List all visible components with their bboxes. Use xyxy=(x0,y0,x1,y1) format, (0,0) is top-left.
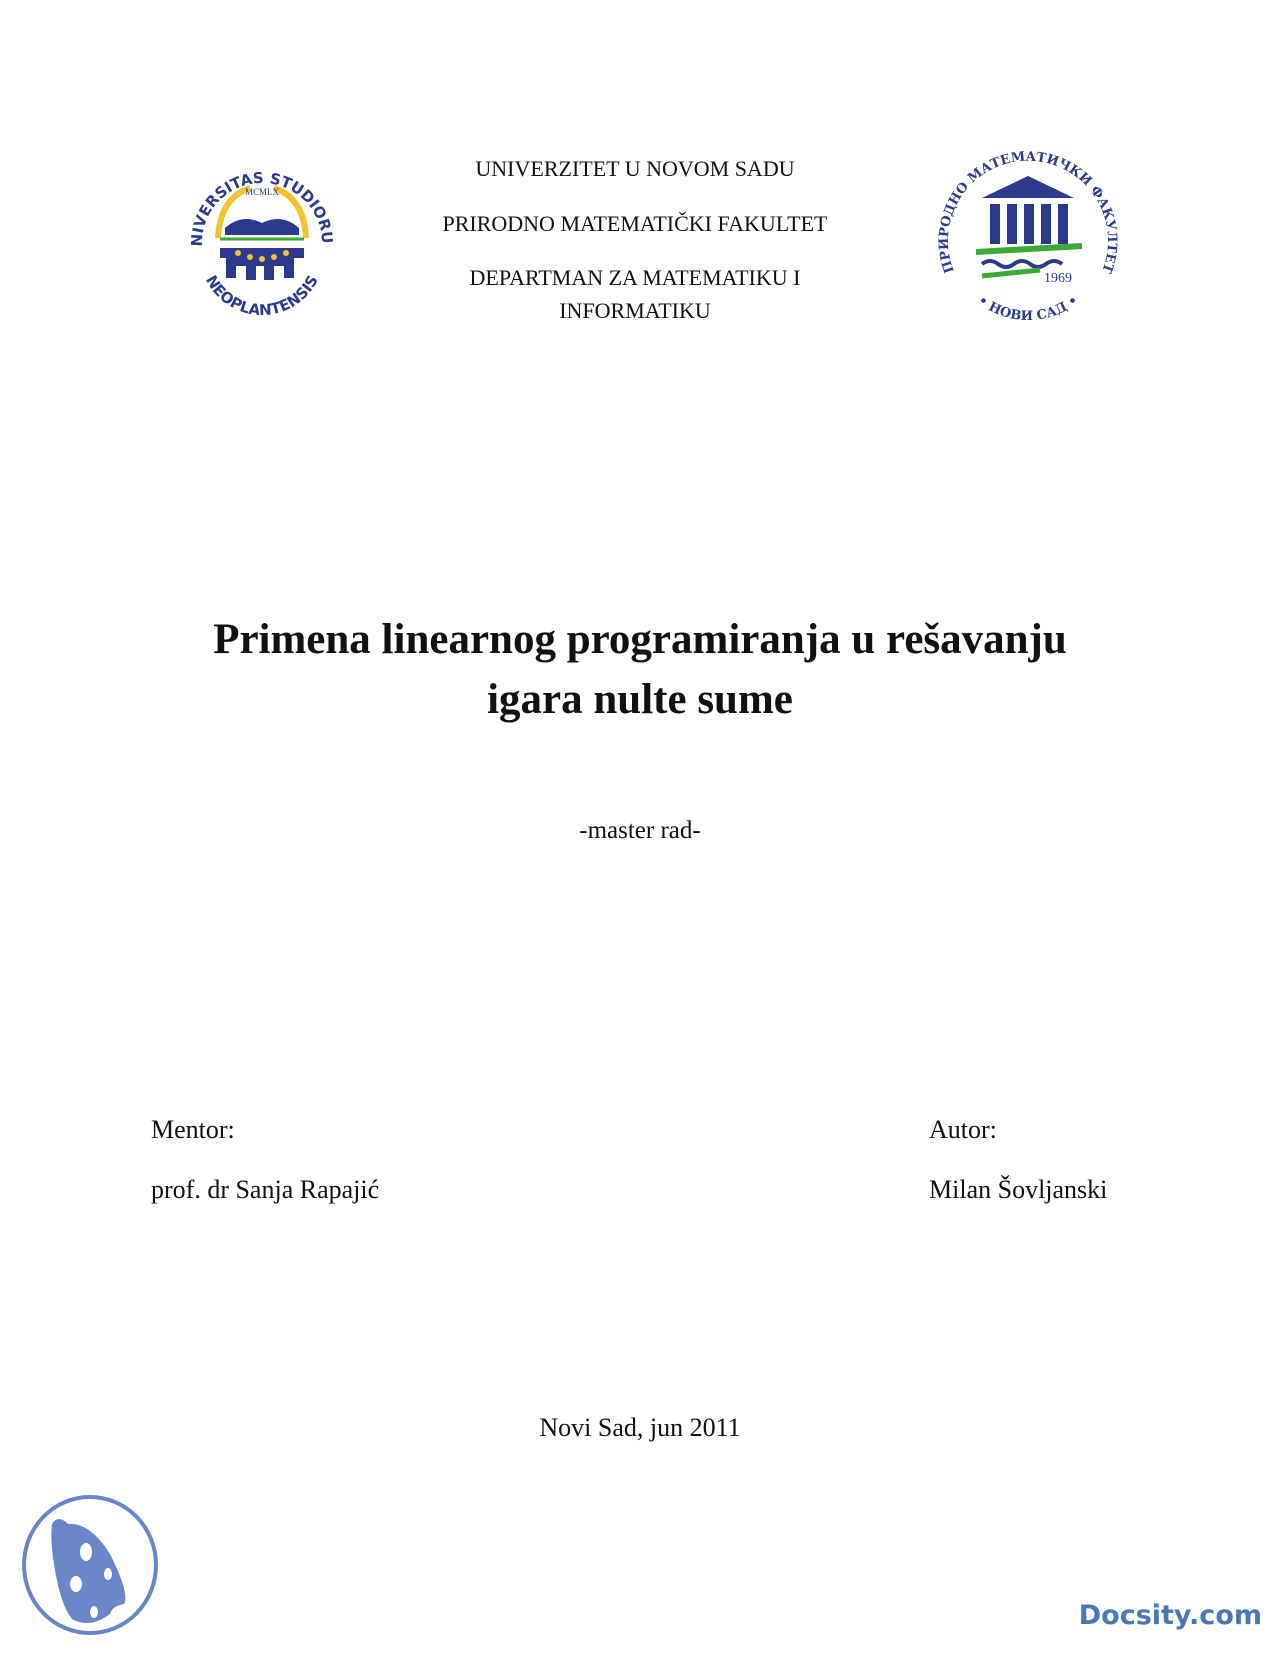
svg-text:UNIVERSITAS STUDIORUM: NIVERSITAS STUDIORU xyxy=(187,168,337,247)
svg-text:ПРИРОДНО МАТЕМАТИЧКИ ФАКУЛТЕТ: ПРИРОДНО МАТЕМАТИЧКИ ФАКУЛТЕТ xyxy=(936,149,1120,275)
svg-text:1969: 1969 xyxy=(1044,271,1072,286)
docsity-logo-icon xyxy=(20,1494,160,1636)
docsity-watermark[interactable]: Docsity.com xyxy=(1078,1600,1262,1631)
university-name: UNIVERZITET U NOVOM SADU xyxy=(475,156,795,181)
author-label: Autor: xyxy=(929,1115,997,1144)
thesis-title xyxy=(100,610,1180,730)
mentor-name: prof. dr Sanja Rapajić xyxy=(151,1175,380,1204)
thesis-title-line-1: Primena linearnog programiranja u rešavanju xyxy=(213,616,1067,663)
svg-text:• НОВИ САД •: • НОВИ САД • xyxy=(974,293,1082,325)
faculty-name: PRIRODNO MATEMATIČKI FAKULTET xyxy=(442,211,828,236)
university-logo xyxy=(180,153,344,323)
author-name: Milan Šovljanski xyxy=(929,1175,1108,1204)
place-date: Novi Sad, jun 2011 xyxy=(539,1413,741,1442)
mentor-label: Mentor: xyxy=(151,1115,235,1144)
faculty-logo xyxy=(936,148,1121,333)
thesis-title-line-2: igara nulte sume xyxy=(487,676,793,723)
svg-text:NEOPLANTENSIS: NEOPLANTENSIS xyxy=(202,272,322,320)
svg-text:MCMLX: MCMLX xyxy=(244,187,280,197)
department-line-2: INFORMATIKU xyxy=(559,298,711,323)
thesis-type: -master rad- xyxy=(579,817,701,844)
department-line-1: DEPARTMAN ZA MATEMATIKU I xyxy=(469,265,801,290)
